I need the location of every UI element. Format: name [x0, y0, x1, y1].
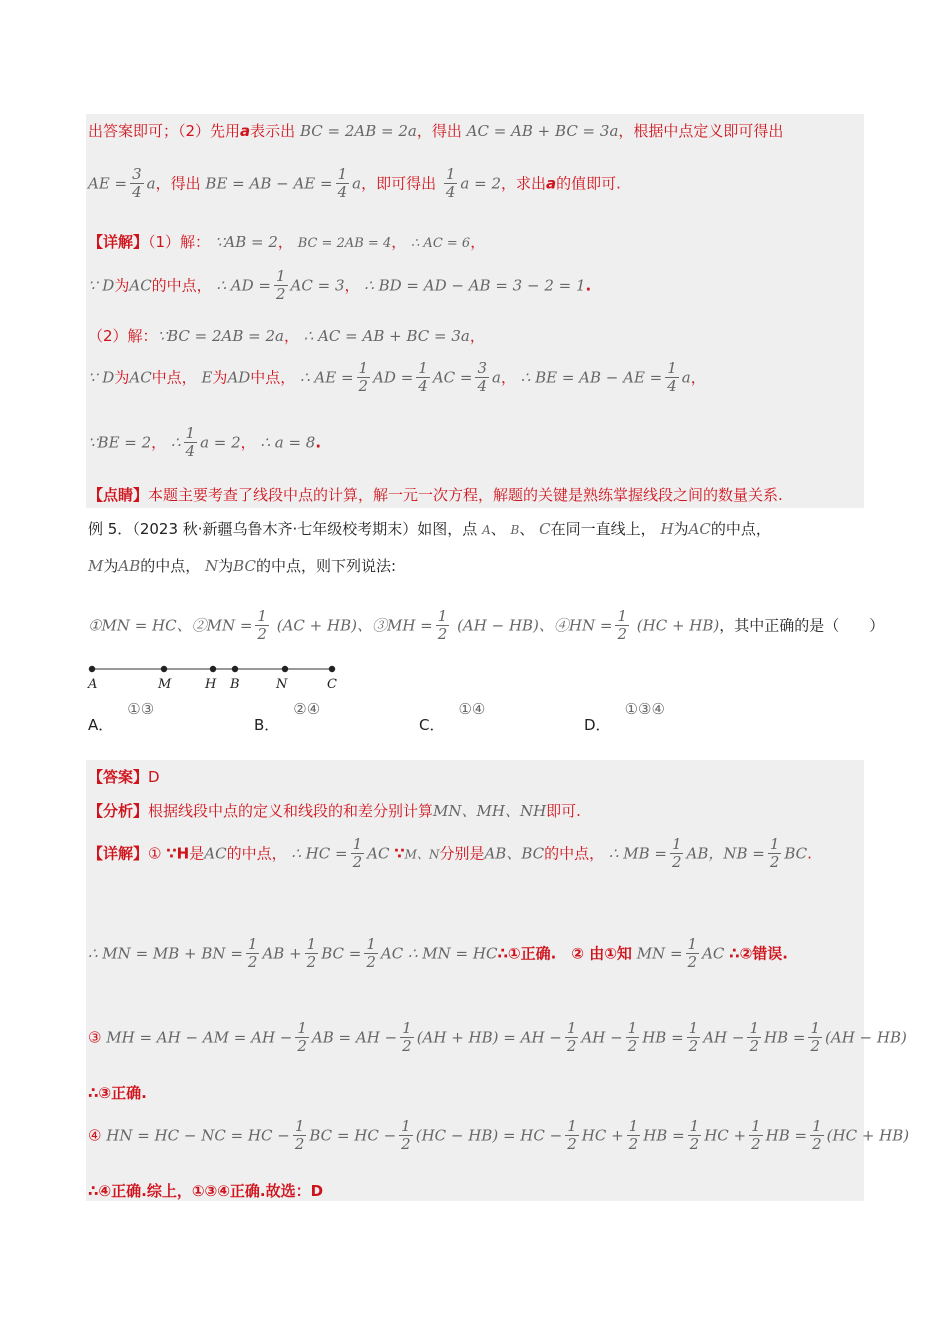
example-line1: 例 5．（2023 秋·新疆乌鲁木齐·七年级校考期末）如图，点 A、 B、 C在同一直线上， H为AC的中点， [88, 520, 771, 538]
block1-line7: ∵BE = 2， ∴ $\frac{1}{4}$ a = 2， ∴ a = 8. [88, 424, 322, 461]
label-c: C [327, 677, 337, 692]
detail-line4: ∴③正确. [88, 1084, 147, 1102]
segment-figure [84, 660, 354, 694]
option-b[interactable]: B．②④ [254, 700, 321, 734]
option-c[interactable]: C．①④ [419, 700, 486, 734]
point-a [89, 666, 95, 672]
answer-line: 【答案】D [88, 768, 160, 786]
detail-line2: ∴ MN = MB + BN = $\frac{1}{2}$ AB + $\frac{1}{2}$ BC = $\frac{1}{2}$ AC ∴ MN = HC∴①正确. ② 由①知 MN = $\frac{1}{2}$ AC ∴②错误. [88, 935, 788, 972]
example-statements: ①MN = HC、②MN = $\frac{1}{2}$ (AC + HB)、③MH = $\frac{1}{2}$ (AH − HB)、④HN = $\frac{1}{2}$ (HC + HB)，其中正确的是（ ） [88, 607, 885, 644]
analysis-line: 【分析】根据线段中点的定义和线段的和差分别计算MN、MH、NH即可. [88, 802, 581, 820]
block1-line4: ∵ D为AC的中点， ∴ AD = $\frac{1}{2}$ AC = 3， ∴ BD = AD − AB = 3 − 2 = 1. [88, 267, 592, 304]
detail-line5: ④ HN = HC − NC = HC − $\frac{1}{2}$ BC = HC − $\frac{1}{2}$ (HC − HB) = HC − $\frac{1}{2}$ HC + $\frac{1}{2}$ HB = $\frac{1}{2}$ HC + $\frac{1}{2}$ HB = $\frac{1}{2}$ (HC + HB) [88, 1117, 910, 1154]
label-h: H [205, 677, 217, 692]
point-n [282, 666, 288, 672]
detail-line1: 【详解】① ∵H是AC的中点， ∴ HC = $\frac{1}{2}$ AC ∵M、N分别是AB、BC的中点， ∴ MB = $\frac{1}{2}$ AB，NB = $\frac{1}{2}$ BC. [88, 835, 812, 872]
label-n: N [276, 677, 288, 692]
block1-line5: （2）解：∵BC = 2AB = 2a， ∴ AC = AB + BC = 3a， [88, 327, 485, 345]
block1-line3: 【详解】（1）解： ∵AB = 2， BC = 2AB = 4， ∴ AC = 6， [88, 233, 486, 251]
point-c [329, 666, 335, 672]
point-b [232, 666, 238, 672]
option-d[interactable]: D．①③④ [584, 700, 665, 734]
label-a: A [88, 677, 98, 692]
block1-remark: 【点睛】本题主要考查了线段中点的计算，解一元一次方程，解题的关键是熟练掌握线段之间的数量关系. [88, 486, 783, 504]
block1-line2: AE = $\frac{3}{4}$ a，得出 BE = AB − AE = $\frac{1}{4}$ a，即可得出 $\frac{1}{4}$ a = 2，求出a的值即可. [88, 165, 621, 202]
point-m [161, 666, 167, 672]
block1-line6: ∵ D为AC中点， E为AD中点， ∴ AE = $\frac{1}{2}$ AD = $\frac{1}{4}$ AC = $\frac{3}{4}$ a， ∴ BE = AB − AE = $\frac{1}{4}$ a， [88, 359, 706, 396]
label-b: B [230, 677, 240, 692]
block1-line1: 出答案即可；（2）先用a表示出 BC = 2AB = 2a，得出 AC = AB + BC = 3a，根据中点定义即可得出 [88, 122, 784, 140]
detail-line3: ③ MH = AH − AM = AH − $\frac{1}{2}$ AB = AH − $\frac{1}{2}$ (AH + HB) = AH − $\frac{1}{2}$ AH − $\frac{1}{2}$ HB = $\frac{1}{2}$ AH − $\frac{1}{2}$ HB = $\frac{1}{2}$ (AH − HB) [88, 1019, 907, 1056]
label-m: M [158, 677, 172, 692]
point-h [210, 666, 216, 672]
detail-line6: ∴④正确.综上，①③④正确.故选：D [88, 1182, 324, 1200]
option-a[interactable]: A．①③ [88, 700, 155, 734]
example-line2: M为AB的中点， N为BC的中点，则下列说法: [88, 557, 397, 575]
